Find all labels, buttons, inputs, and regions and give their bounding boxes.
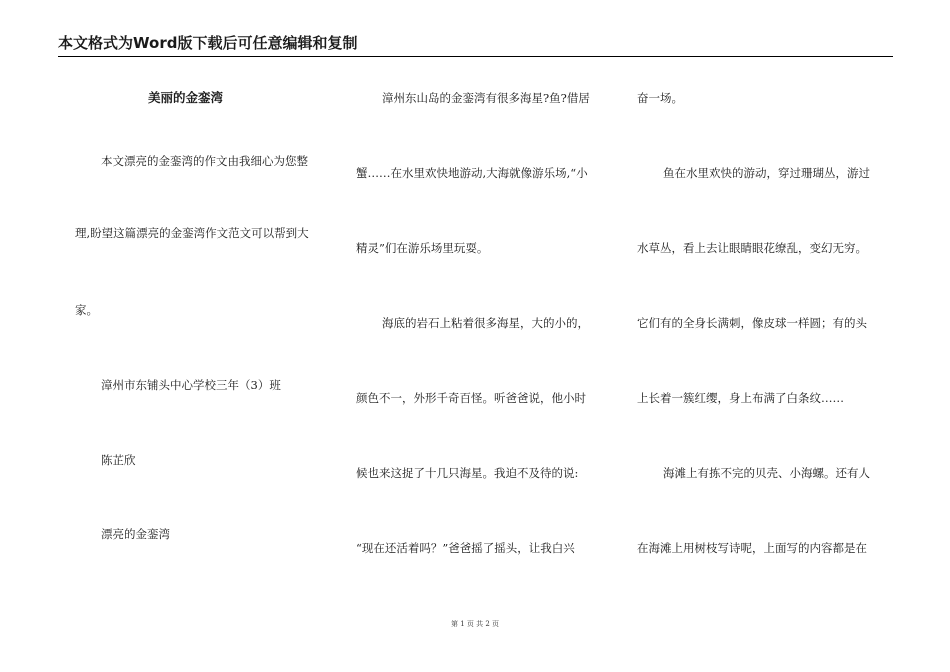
text-column-3	[637, 88, 882, 568]
paragraph-line: 鱼在水里欢快的游动，穿过珊瑚丛，游过	[663, 166, 870, 180]
author-school: 漳州市东铺头中心学校三年（3）班	[101, 378, 281, 392]
paragraph-line: 本文漂亮的金銮湾的作文由我细心为您整	[101, 154, 308, 168]
paragraph-line: 在海滩上用树枝写诗呢，上面写的内容都是在	[637, 541, 867, 555]
paragraph-line: 奋一场。	[637, 91, 683, 105]
text-column-1	[75, 88, 320, 568]
page-number: 第 1 页 共 2 页	[450, 620, 500, 628]
paragraph-line: 精灵”们在游乐场里玩耍。	[356, 241, 489, 255]
text-column-2	[356, 88, 601, 568]
paragraph-line: 漳州东山岛的金銮湾有很多海星?鱼?借居	[382, 91, 590, 105]
paragraph-line: 海底的岩石上粘着很多海星，大的小的，	[382, 316, 589, 330]
document-title: 美丽的金銮湾	[148, 90, 224, 105]
paragraph-line: 理,盼望这篇漂亮的金銮湾作文范文可以帮到大	[75, 226, 309, 240]
paragraph-line: 它们有的全身长满刺，像皮球一样圆；有的头	[637, 316, 867, 330]
header-rule	[58, 56, 893, 57]
paragraph-line: 家。	[75, 303, 98, 317]
paragraph-line: “现在还活着吗？”爸爸摇了摇头，让我白兴	[356, 541, 575, 555]
paragraph-line: 海滩上有拣不完的贝壳、小海螺。还有人	[663, 466, 870, 480]
paragraph-line: 候也来这捉了十几只海星。我迫不及待的说:	[356, 466, 579, 480]
author-name: 陈芷欣	[101, 453, 136, 467]
paragraph-line: 上长着一簇红缨，身上布满了白条纹……	[637, 391, 844, 405]
document-header: 本文格式为Word版下载后可任意编辑和复制	[58, 34, 358, 52]
paragraph-line: 颜色不一，外形千奇百怪。听爸爸说，他小时	[356, 391, 586, 405]
paragraph-line: 蟹……在水里欢快地游动,大海就像游乐场,“小	[356, 166, 588, 180]
paragraph-line: 水草丛，看上去让眼睛眼花缭乱，变幻无穷。	[637, 241, 867, 255]
essay-title: 漂亮的金銮湾	[101, 527, 170, 541]
